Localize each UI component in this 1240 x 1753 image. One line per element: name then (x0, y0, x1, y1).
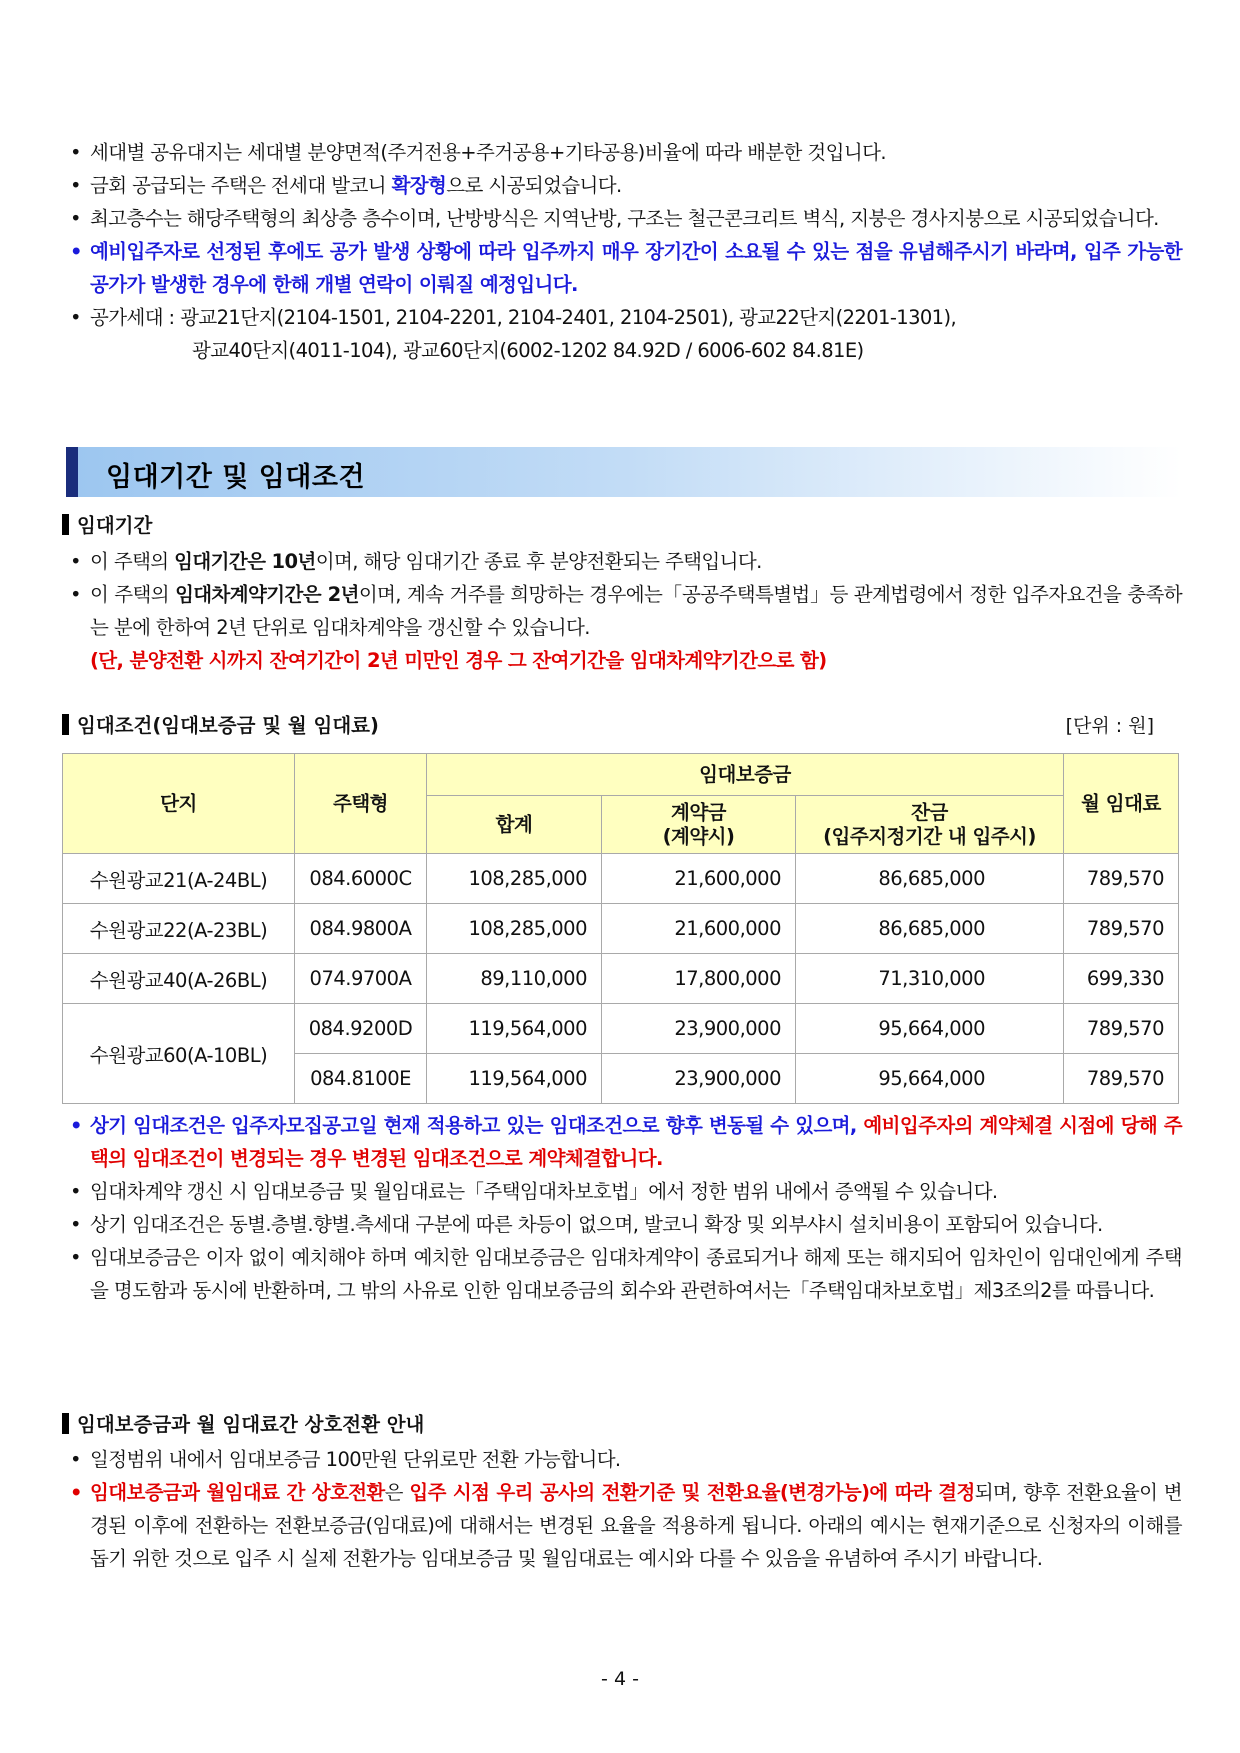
header-contract: 계약금 (계약시) (602, 796, 796, 854)
list-item: • 임대보증금과 월임대료 간 상호전환은 입주 시점 우리 공사의 전환기준 및 전환요율(변경가능)에 따라 결정되며, 향후 전환요율이 변경된 이후에 전환하는 전환보증금(임대료)에 대해서는 변경된 요율을 적용하게 됩니다. 아래의 예시는 현재기준으로 신청자의 이해를 돕기 위한 것으로 입주 시 실제 전환가능 임대보증금 및 월임대료는 예시와 다를 수 있음을 유념하여 주시기 바랍니다. (70, 1481, 1182, 1570)
cell-balance: 86,685,000 (796, 854, 1064, 904)
conversion-bullet-list (62, 1443, 1182, 1575)
cell-balance: 86,685,000 (796, 904, 1064, 954)
conditions-notes-list (62, 1109, 1182, 1307)
cell-contract: 21,600,000 (602, 904, 796, 954)
table-row (63, 1004, 1179, 1054)
section-header (66, 447, 1182, 497)
unit-label: [단위 : 원] (1065, 715, 1154, 737)
list-item: • 임대차계약 갱신 시 임대보증금 및 월임대료는「주택임대차보호법」에서 정한 범위 내에서 증액될 수 있습니다. (70, 1180, 998, 1203)
cell-complex: 수원광교22(A-23BL) (63, 904, 295, 954)
subheading-period: 임대기간 (62, 511, 152, 541)
cell-contract: 17,800,000 (602, 954, 796, 1004)
cell-total: 119,564,000 (427, 1004, 602, 1054)
cell-monthly: 789,570 (1064, 1054, 1179, 1104)
section-title: 임대기간 및 임대조건 (106, 462, 366, 493)
header-monthly: 월 임대료 (1064, 754, 1179, 854)
cell-balance: 95,664,000 (796, 1054, 1064, 1104)
cell-complex: 수원광교60(A-10BL) (63, 1004, 295, 1104)
list-item: • 예비입주자로 선정된 후에도 공가 발생 상황에 따라 입주까지 매우 장기간이 소요될 수 있는 점을 유념해주시기 바라며, 입주 가능한 공가가 발생한 경우에 한해 개별 연락이 이뤄질 예정입니다. (70, 240, 1182, 296)
list-item: • 일정범위 내에서 임대보증금 100만원 단위로만 전환 가능합니다. (70, 1448, 621, 1471)
intro-bullet-list (62, 136, 1182, 367)
period-bullet-list (62, 545, 1182, 677)
list-item: • 최고층수는 해당주택형의 최상층 층수이며, 난방방식은 지역난방, 구조는 철근콘크리트 벽식, 지붕은 경사지붕으로 시공되었습니다. (70, 207, 1159, 230)
cell-contract: 23,900,000 (602, 1004, 796, 1054)
list-item: • 이 주택의 임대기간은 10년이며, 해당 임대기간 종료 후 분양전환되는 주택입니다. (70, 550, 762, 573)
subheading-conversion: 임대보증금과 월 임대료간 상호전환 안내 (62, 1410, 424, 1440)
rent-conditions-table (62, 753, 1179, 1104)
cell-total: 108,285,000 (427, 904, 602, 954)
cell-balance: 95,664,000 (796, 1004, 1064, 1054)
cell-complex: 수원광교40(A-26BL) (63, 954, 295, 1004)
cell-total: 89,110,000 (427, 954, 602, 1004)
list-item: • 세대별 공유대지는 세대별 분양면적(주거전용+주거공용+기타공용)비율에 따라 배분한 것입니다. (70, 141, 886, 164)
header-type: 주택형 (295, 754, 427, 854)
list-item: • 금회 공급되는 주택은 전세대 발코니 확장형으로 시공되었습니다. (70, 174, 622, 197)
cell-total: 108,285,000 (427, 854, 602, 904)
list-item: • 상기 임대조건은 동별.층별.향별.측세대 구분에 따른 차등이 없으며, 발코니 확장 및 외부샤시 설치비용이 포함되어 있습니다. (70, 1213, 1103, 1236)
table-row (63, 904, 1179, 954)
section-header-bar (66, 447, 78, 497)
cell-complex: 수원광교21(A-24BL) (63, 854, 295, 904)
cell-monthly: 789,570 (1064, 854, 1179, 904)
cell-balance: 71,310,000 (796, 954, 1064, 1004)
square-bullet-icon (62, 514, 69, 535)
cell-type: 084.8100E (295, 1054, 427, 1104)
list-item: • 이 주택의 임대차계약기간은 2년이며, 계속 거주를 희망하는 경우에는「공공주택특별법」등 관계법령에서 정한 입주자요건을 충족하는 분에 한하여 2년 단위로 임대차계약을 갱신할 수 있습니다. (70, 583, 1182, 639)
cell-monthly: 699,330 (1064, 954, 1179, 1004)
cell-contract: 21,600,000 (602, 854, 796, 904)
header-total: 합계 (427, 796, 602, 854)
cell-monthly: 789,570 (1064, 904, 1179, 954)
square-bullet-icon (62, 1413, 69, 1434)
cell-total: 119,564,000 (427, 1054, 602, 1104)
period-note: (단, 분양전환 시까지 잔여기간이 2년 미만인 경우 그 잔여기간을 임대차계약기간으로 함) (90, 649, 827, 672)
list-item: • 상기 임대조건은 입주자모집공고일 현재 적용하고 있는 임대조건으로 향후 변동될 수 있으며, 예비입주자의 계약체결 시점에 당해 주택의 임대조건이 변경되는 경우 변경된 임대조건으로 계약체결합니다. (70, 1114, 1182, 1170)
page-number: - 4 - (601, 1668, 639, 1690)
list-item: • 공가세대 : 광교21단지(2104-1501, 2104-2201, 2104-2401, 2104-2501), 광교22단지(2201-1301), (70, 306, 957, 329)
square-bullet-icon (62, 714, 69, 735)
cell-type: 084.9200D (295, 1004, 427, 1054)
highlight-text: 확장형 (391, 174, 447, 197)
list-item: • 임대보증금은 이자 없이 예치해야 하며 예치한 임대보증금은 임대차계약이 종료되거나 해제 또는 해지되어 임차인이 임대인에게 주택을 명도함과 동시에 반환하며, 그 밖의 사유로 인한 임대보증금의 회수와 관련하여서는「주택임대차보호법」제3조의2를 따릅니다. (70, 1246, 1182, 1302)
subheading-conditions: 임대조건(임대보증금 및 월 임대료) (62, 711, 379, 741)
cell-contract: 23,900,000 (602, 1054, 796, 1104)
table-row (63, 954, 1179, 1004)
cell-type: 074.9700A (295, 954, 427, 1004)
cell-monthly: 789,570 (1064, 1004, 1179, 1054)
header-deposit: 임대보증금 (427, 754, 1064, 796)
table-row (63, 854, 1179, 904)
header-balance: 잔금 (입주지정기간 내 입주시) (796, 796, 1064, 854)
cell-type: 084.9800A (295, 904, 427, 954)
list-item-continuation: 광교40단지(4011-104), 광교60단지(6002-1202 84.92D / 6006-602 84.81E) (192, 339, 864, 362)
cell-type: 084.6000C (295, 854, 427, 904)
header-complex: 단지 (63, 754, 295, 854)
